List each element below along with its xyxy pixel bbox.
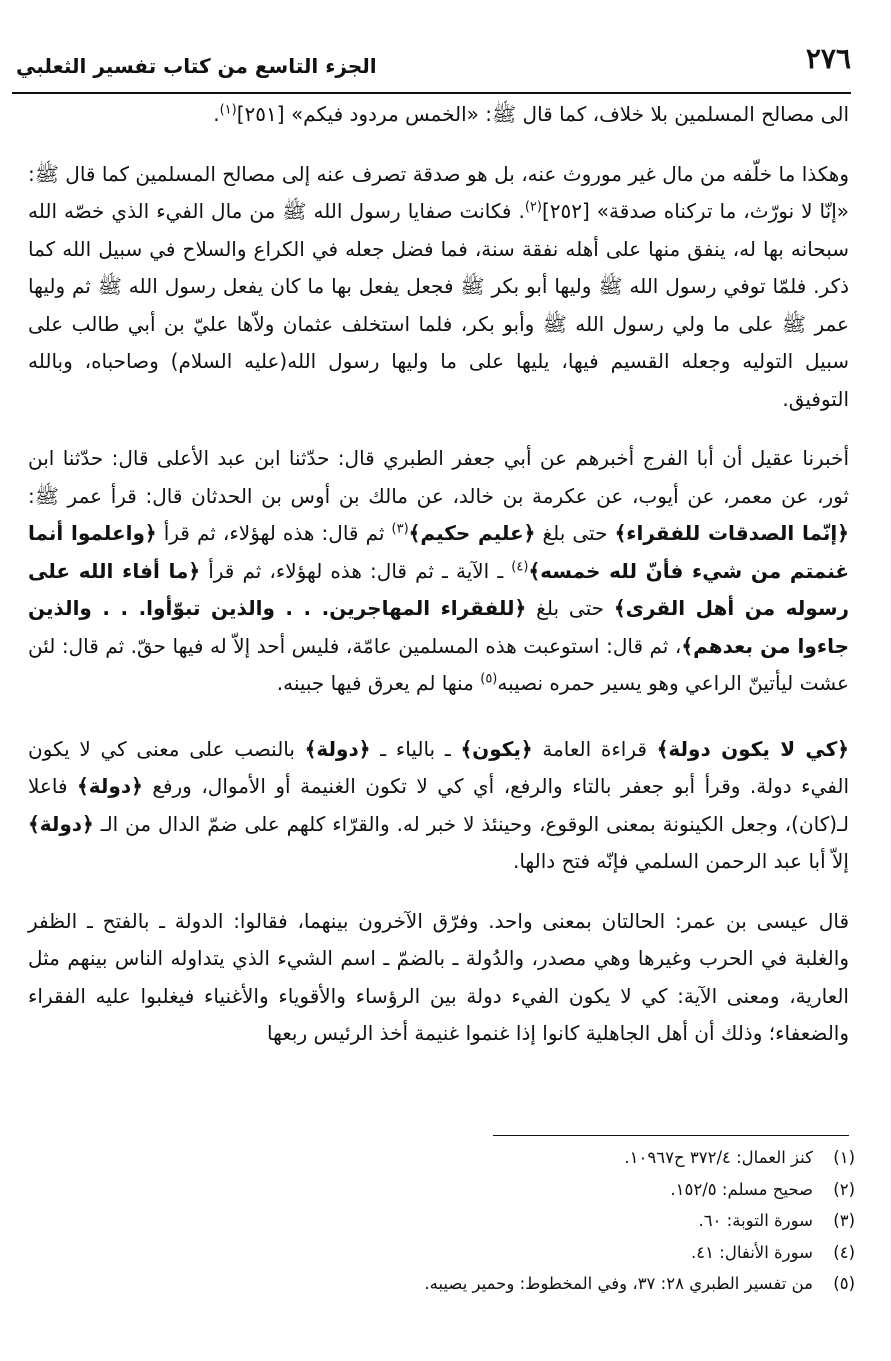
quran-quote: ﴿واعلموا أنما غنمتم من شيء فأنّ لله خمسه﴾ (28, 521, 850, 583)
paragraph-text: ، ثم قال: استوعبت هذه المسلمين عامّة، فليس أحد إلاّ له فيها حقّ. ثم قال: لئن عشت ليأتينّ الراعي وهو يسير حمره نصيبه (28, 633, 849, 695)
paragraph-text: حتى بلغ (535, 521, 615, 545)
footnote-text: سورة الأنفال: ٤١. (691, 1242, 813, 1262)
footnote-divider (493, 1135, 849, 1136)
paragraph (28, 440, 849, 703)
paragraph-text: منها لم يعرق فيها جبينه. (276, 671, 481, 695)
quran-quote: ﴿يكون﴾ (460, 736, 533, 761)
paragraph-text: . (213, 102, 220, 126)
paragraph-text: وهكذا ما خلّفه من مال غير موروث عنه، بل هو صدقة تصرف عنه إلى مصالح المسلمين كما قال ﷺ: «إنّا لا نورّث، ما تركناه صدقة» [٢٥٢] (28, 161, 849, 223)
quran-quote: ﴿للفقراء المهاجرين. . . والذين تبوّأوا. . . والذين جاءوا من بعدهم﴾ (28, 596, 849, 658)
footnote (40, 1142, 855, 1174)
footnote-number: (٤) (833, 1242, 855, 1262)
paragraph-text: ـ الآية ـ ثم قال: هذه لهؤلاء، ثم قرأ (200, 558, 512, 583)
paragraph-text: بالنصب على معنى كي لا يكون الفيء دولة. وقرأ أبو جعفر بالتاء والرفع، أي كي لا تكون الغنيمة أو الأموال، ورفع (28, 736, 849, 798)
footnote-number: (٥) (833, 1274, 855, 1293)
footnote-text: صحيح مسلم: ١٥٢/٥. (670, 1179, 813, 1199)
footnote (40, 1205, 855, 1237)
quran-quote: ﴿كي لا يكون دولة﴾ (656, 736, 850, 761)
paragraph-text: ثم قال: هذه لهؤلاء، ثم قرأ (156, 521, 392, 545)
footnote-number: (٣) (833, 1211, 855, 1230)
quran-quote: ﴿ما أفاء الله على رسوله من أهل القرى﴾ (28, 558, 849, 620)
footnote-ref: (٥) (480, 671, 498, 687)
footnote-ref: (٣) (391, 521, 409, 537)
footnotes-list (40, 1142, 855, 1300)
quran-quote: ﴿إنّما الصدقات للفقراء﴾ (614, 521, 849, 545)
footnote-text: من تفسير الطبري ٢٨: ٣٧، وفي المخطوط: وحمير يصيبه. (424, 1274, 813, 1293)
paragraph-text: أخبرنا عقيل أن أبا الفرج أخبرهم عن أبي جعفر الطبري قال: حدّثنا ابن عبد الأعلى قال: حدّثنا ابن ثور، عن معمر، عن أيوب، عن عكرمة بن خالد، عن مالك بن أوس بن الحدثان قال: قرأ عمر ﷺ: (28, 446, 849, 508)
footnote-text: سورة التوبة: ٦٠. (698, 1211, 813, 1230)
paragraph-text: . فكانت صفايا رسول الله ﷺ من مال الفيء الذي خصّه الله سبحانه بها له، ينفق منها على أهله نفقة سنة، فما فضل جعله في الكراع والسلاح في سبيل الله كما ذكر. فلمّا توفي رسول الله ﷺ وليها أبو بكر ﷺ فجعل يفعل بها ما كان يفعل رسول الله ﷺ ثم وليها عمر ﷺ على ما ولي رسول الله ﷺ وأبو بكر، فلما استخلف عثمان ولاّها عليّ بن أبي طالب على سبيل التوليه وجعله القسيم فيها، يليها على ما وليها رسول الله(عليه السلام) وصاحباه، وبالله التوفيق. (28, 199, 849, 411)
footnote (40, 1174, 855, 1206)
footnote-number: (١) (833, 1148, 855, 1167)
paragraph (28, 156, 849, 419)
running-title: الجزء التاسع من كتاب تفسير الثعلبي (16, 54, 377, 78)
paragraph (28, 731, 849, 881)
paragraph-text: فاعلا لـ(كان)، وجعل الكينونة بمعنى الوقوع، وحينئذ لا خبر له. والقرّاء كلهم على ضمّ الدال من الـ (28, 774, 849, 836)
paragraph-text: قراءة العامة (532, 736, 657, 761)
page-header (12, 34, 851, 94)
quran-quote: ﴿دولة﴾ (77, 774, 143, 798)
paragraph (28, 96, 849, 134)
footnote-number: (٢) (833, 1179, 855, 1199)
paragraph (28, 903, 849, 1053)
footnote-text: كنز العمال: ٣٧٢/٤ ح١٠٩٦٧. (624, 1148, 813, 1167)
footnote (40, 1268, 855, 1300)
quran-quote: ﴿دولة﴾ (28, 811, 94, 836)
paragraph-text: إلاّ أبا عبد الرحمن السلمي فإنّه فتح دالها. (512, 849, 849, 873)
body-text (28, 96, 849, 1053)
paragraph-text: الى مصالح المسلمين بلا خلاف، كما قال ﷺ: «الخمس مردود فيكم» [٢٥١] (236, 102, 849, 126)
quran-quote: ﴿عليم حكيم﴾ (408, 521, 536, 545)
page-number: ٢٧٦ (805, 42, 851, 75)
paragraph-text: حتى بلغ (526, 596, 614, 620)
footnote-ref: (٤) (511, 558, 529, 574)
paragraph-text: ـ بالياء ـ (370, 736, 461, 761)
paragraph-text: قال عيسى بن عمر: الحالتان بمعنى واحد. وفرّق الآخرون بينهما، فقالوا: الدولة ـ بالفتح ـ الظفر والغلبة في الحرب وغيرها وهي مصدر، والدُولة ـ بالضمّ ـ اسم الشيء الذي يتداوله الناس بينهم مثل العارية، ومعنى الآية: كي لا يكون الفيء دولة بين الرؤساء والأقوياء والأغنياء فيغلبوا عليه الفقراء والضعفاء؛ وذلك أن أهل الجاهلية كانوا إذا غنموا غنيمة أخذ الرئيس ربعها (28, 908, 849, 1045)
footnote-ref: (٢) (524, 199, 542, 215)
quran-quote: ﴿دولة﴾ (304, 736, 371, 761)
footnote (40, 1237, 855, 1269)
footnote-ref: (١) (219, 102, 237, 118)
